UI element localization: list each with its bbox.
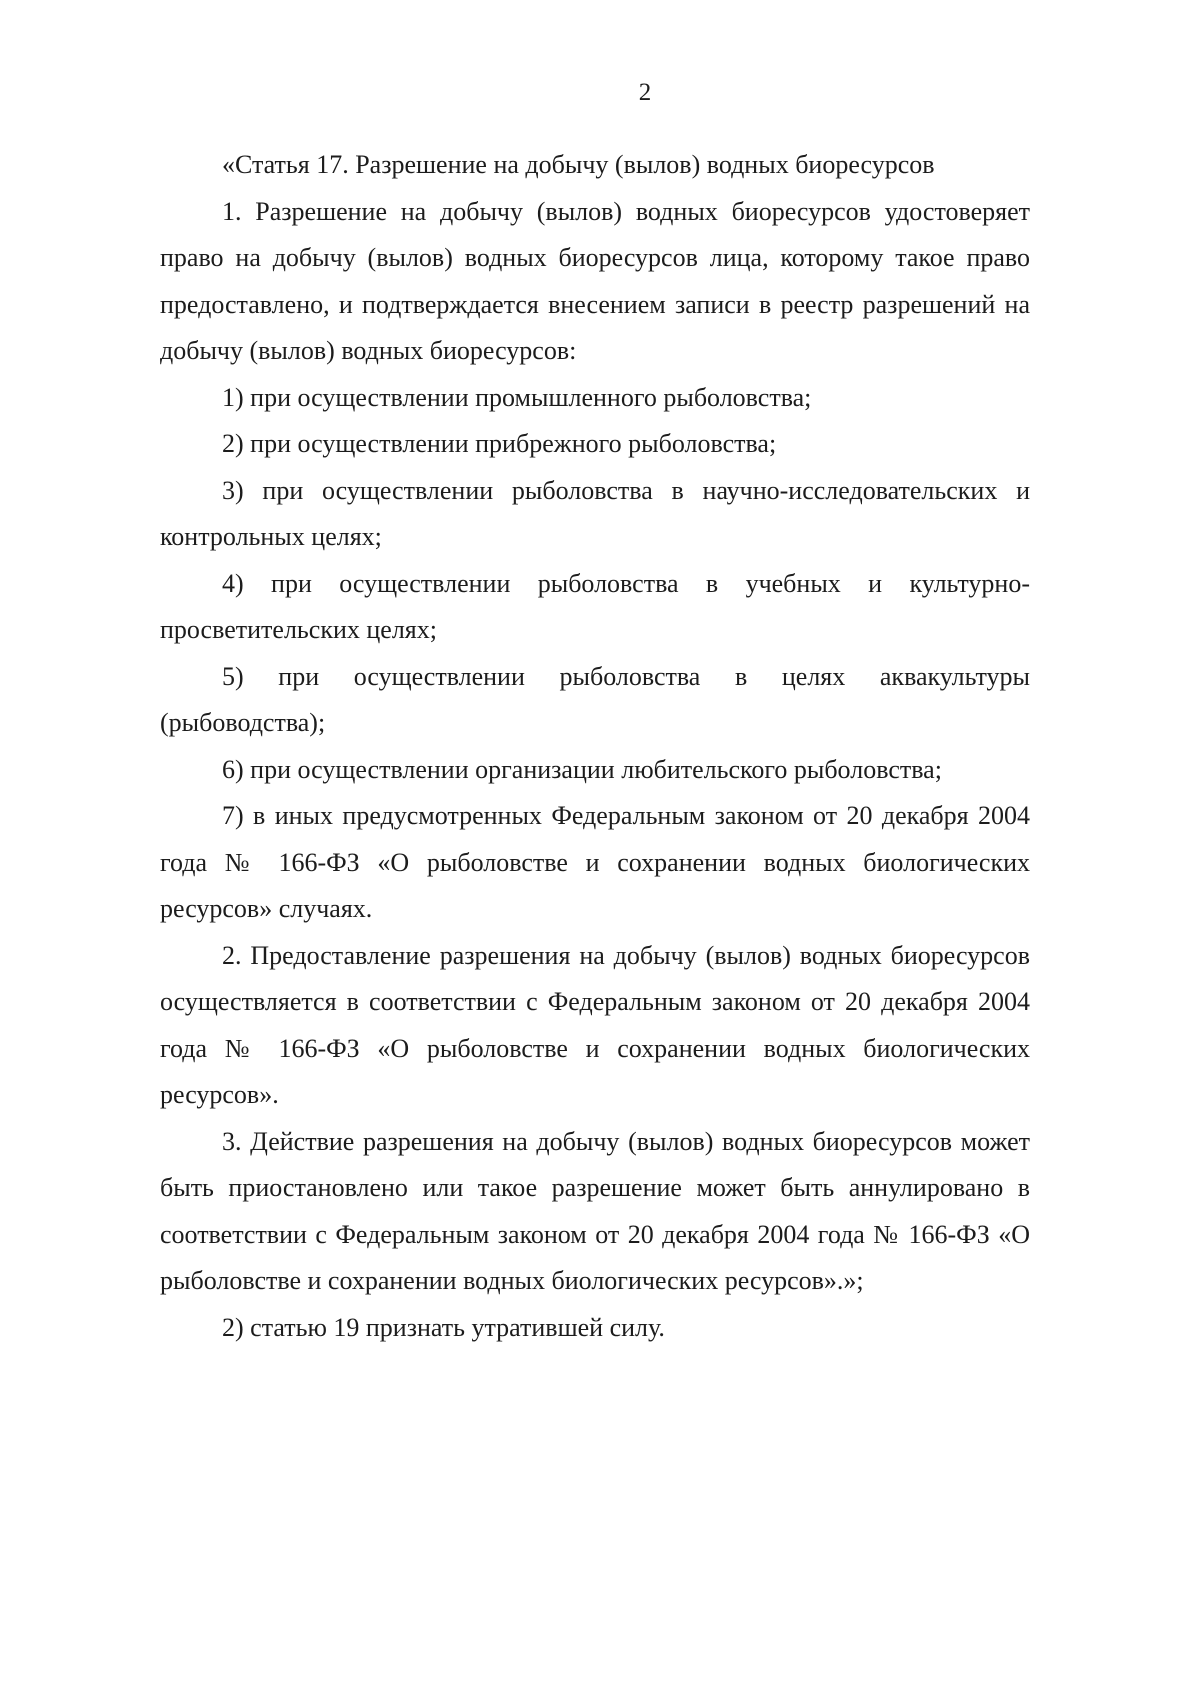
paragraph-1: 1. Разрешение на добычу (вылов) водных биоресурсов удостоверяет право на добычу (вылов) водных биоресурсов лица, которому такое право предоставлено, и подтверждается внесением записи в реестр разрешений на добычу (вылов) водных биоресурсов: bbox=[160, 196, 1030, 365]
list-item-4: 4) при осуществлении рыболовства в учебных и культурно-просветительских целях; bbox=[160, 568, 1030, 644]
list-item-2: 2) при осуществлении прибрежного рыболовства; bbox=[222, 429, 777, 458]
list-item-6: 6) при осуществлении организации любительского рыболовства; bbox=[222, 754, 942, 784]
document-body bbox=[160, 142, 1030, 1351]
paragraph-2: 2. Предоставление разрешения на добычу (вылов) водных биоресурсов осуществляется в соответствии с Федеральным законом от 20 декабря 2004 года № 166-ФЗ «О рыболовстве и сохранении водных биологических ресурсов». bbox=[160, 940, 1030, 1109]
paragraph-3: 3. Действие разрешения на добычу (вылов) водных биоресурсов может быть приостановлено или такое разрешение может быть аннулировано в соответствии с Федеральным законом от 20 декабря 2004 года № 166-ФЗ «О рыболовстве и сохранении водных биологических ресурсов».»; bbox=[160, 1126, 1030, 1295]
list-item-3: 3) при осуществлении рыболовства в научно-исследовательских и контрольных целях; bbox=[160, 475, 1030, 551]
list-item-7: 7) в иных предусмотренных Федеральным законом от 20 декабря 2004 года № 166-ФЗ «О рыболовстве и сохранении водных биологических ресурсов» случаях. bbox=[160, 801, 1030, 923]
list-item-5: 5) при осуществлении рыболовства в целях аквакультуры (рыбоводства); bbox=[160, 661, 1030, 737]
closing-item: 2) статью 19 признать утратившей силу. bbox=[222, 1312, 665, 1342]
article-heading: «Статья 17. Разрешение на добычу (вылов) водных биоресурсов bbox=[222, 150, 935, 179]
list-item-1: 1) при осуществлении промышленного рыболовства; bbox=[222, 382, 812, 412]
page-number: 2 bbox=[638, 79, 652, 106]
